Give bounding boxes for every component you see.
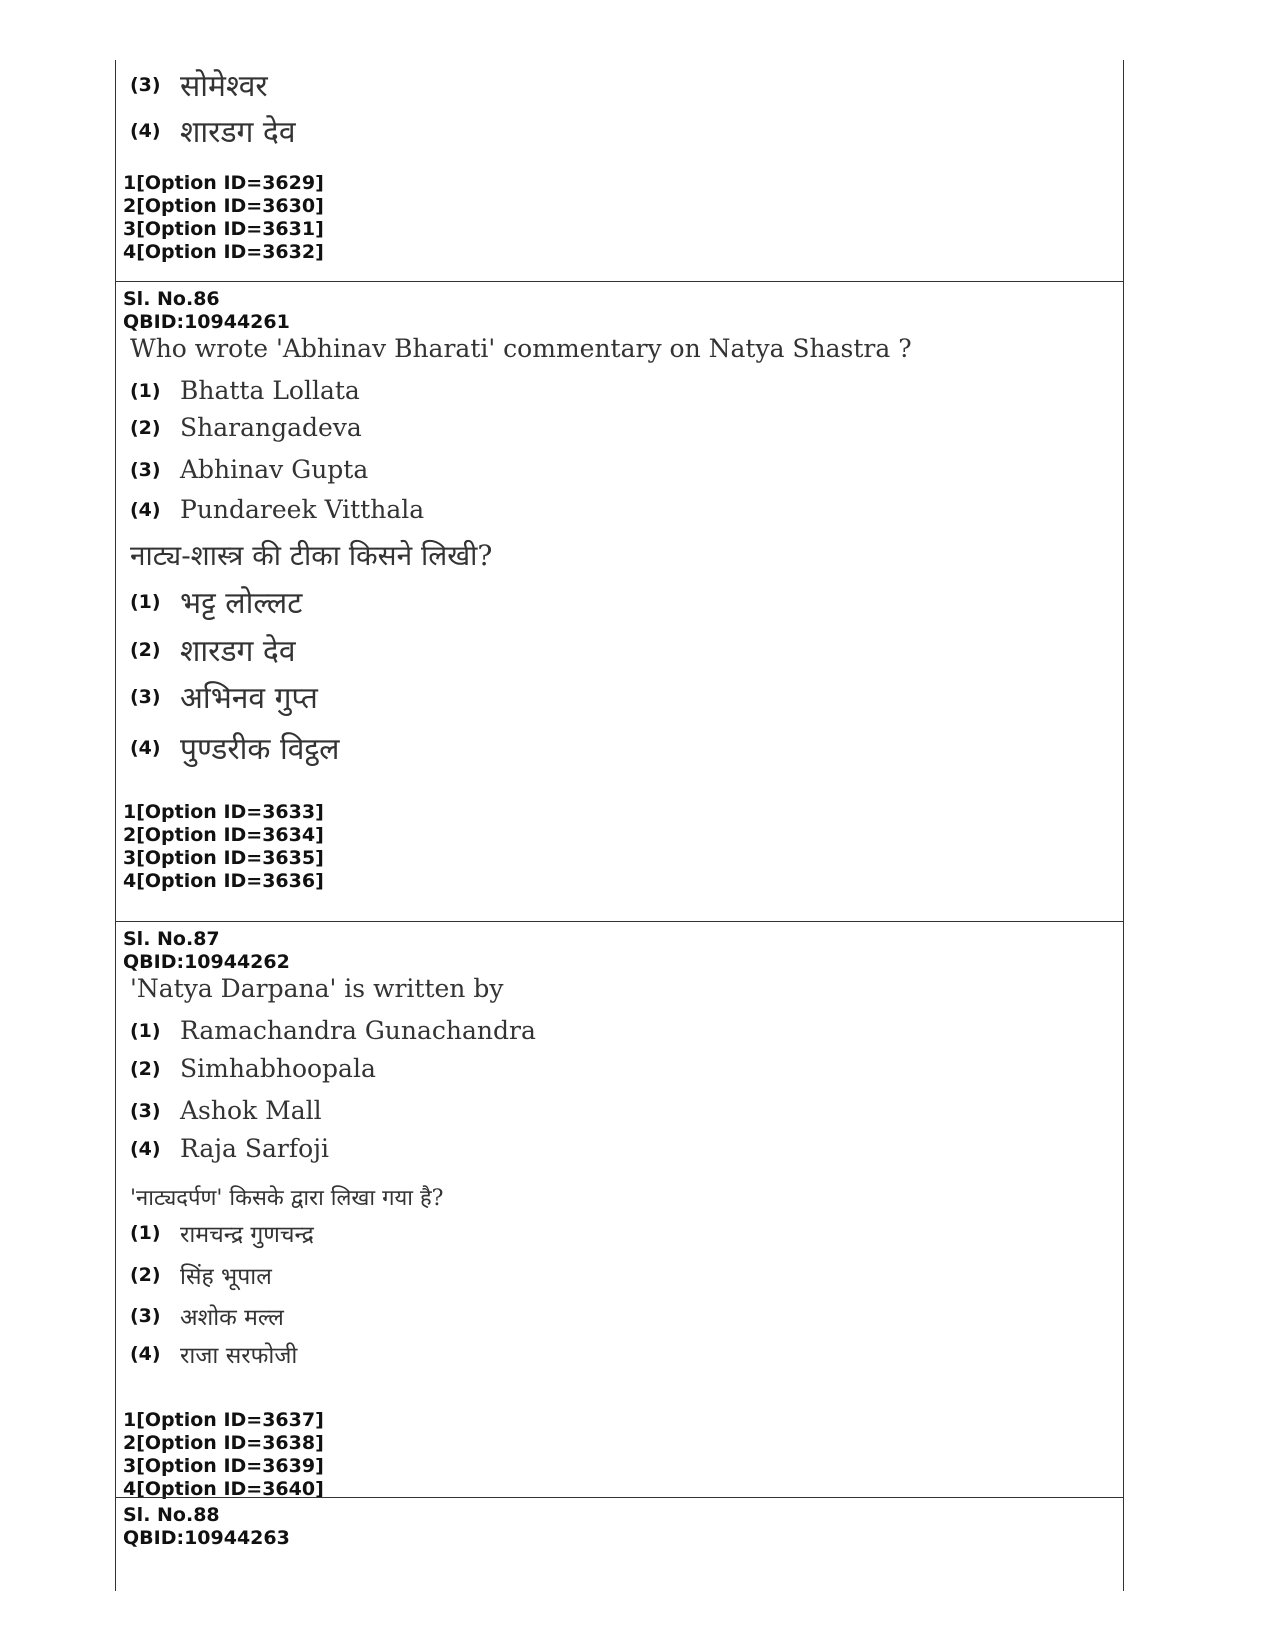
option-en-4 [130,1134,329,1163]
option-text: अभिनव गुप्त [180,681,318,716]
option-en-3 [130,1096,322,1125]
option-hi-3 [130,676,318,717]
option-number: (2) [130,638,161,661]
option-ids [123,1409,324,1501]
section-divider [116,281,1123,282]
option-en-2 [130,413,362,442]
section-divider [116,1497,1123,1498]
option-id: 3[Option ID=3639] [123,1455,324,1477]
option-ids [123,172,324,264]
option-number: (2) [130,416,161,439]
option-hi-2 [130,1259,272,1291]
option-en-4 [130,495,424,524]
option-ids [123,801,324,893]
option-number: (4) [130,498,161,521]
option-hi-3 [130,1300,284,1332]
option-en-3 [130,455,368,484]
section-divider [116,921,1123,922]
option-hi-1 [130,581,302,622]
option-text: शारडग देव [180,634,296,669]
option-text: Ashok Mall [180,1096,322,1125]
question-meta [123,288,290,334]
option-text: Abhinav Gupta [180,455,369,484]
option-text: सोमेश्वर [180,69,268,104]
option-id: 3[Option ID=3635] [123,847,324,869]
option-text: भट्ट लोल्लट [180,586,303,621]
option-hi-2 [130,629,296,670]
option-hi-4 [130,727,339,768]
option-number: (3) [130,73,161,96]
option-text: रामचन्द्र गुणचन्द्र [180,1222,314,1248]
question-text-hi: नाट्य-शास्त्र की टीका किसने लिखी? [130,539,493,572]
option-en-1 [130,376,360,405]
option-en-2 [130,1054,376,1083]
option-number: (1) [130,1019,161,1042]
serial-number: Sl. No.87 [123,928,220,950]
option-number: (4) [130,1137,161,1160]
question-text-en: Who wrote 'Abhinav Bharati' commentary on Natya Shastra ? [130,334,912,363]
option-number: (3) [130,458,161,481]
option-text: Bhatta Lollata [180,376,360,405]
option-en-1 [130,1016,536,1045]
qbid: QBID:10944263 [123,1527,290,1549]
option-number: (1) [130,1222,161,1244]
serial-number: Sl. No.86 [123,288,220,310]
question-meta [123,928,290,974]
option-number: (4) [130,119,161,142]
option-hi-4 [130,110,296,151]
question-meta [123,1504,290,1550]
option-hi-4 [130,1338,297,1370]
option-id: 2[Option ID=3634] [123,824,324,846]
option-hi-1 [130,1217,314,1249]
option-id: 4[Option ID=3632] [123,241,324,263]
qbid: QBID:10944261 [123,311,290,333]
option-number: (3) [130,1099,161,1122]
question-text-en: 'Natya Darpana' is written by [130,974,504,1003]
option-id: 3[Option ID=3631] [123,218,324,240]
option-number: (3) [130,685,161,708]
option-number: (2) [130,1057,161,1080]
option-text: सिंह भूपाल [180,1264,272,1290]
option-id: 1[Option ID=3629] [123,172,324,194]
option-id: 1[Option ID=3637] [123,1409,324,1431]
option-number: (4) [130,736,161,759]
option-number: (3) [130,1305,161,1327]
option-text: पुण्डरीक विट्ठल [180,732,340,767]
option-text: Ramachandra Gunachandra [180,1016,536,1045]
option-text: Sharangadeva [180,413,362,442]
option-text: Simhabhoopala [180,1054,376,1083]
option-text: शारडग देव [180,115,296,150]
option-hi-3 [130,64,268,105]
option-id: 4[Option ID=3640] [123,1478,324,1500]
option-text: Pundareek Vitthala [180,495,425,524]
option-text: Raja Sarfoji [180,1134,329,1163]
option-id: 2[Option ID=3630] [123,195,324,217]
option-text: राजा सरफोजी [180,1343,298,1369]
question-text-hi: 'नाट्यदर्पण' किसके द्वारा लिखा गया है? [130,1186,444,1211]
option-number: (1) [130,590,161,613]
option-text: अशोक मल्ल [180,1305,284,1331]
option-number: (1) [130,379,161,402]
option-number: (4) [130,1343,161,1365]
serial-number: Sl. No.88 [123,1504,220,1526]
question-paper-frame [115,60,1124,1591]
option-number: (2) [130,1264,161,1286]
qbid: QBID:10944262 [123,951,290,973]
option-id: 1[Option ID=3633] [123,801,324,823]
option-id: 4[Option ID=3636] [123,870,324,892]
option-id: 2[Option ID=3638] [123,1432,324,1454]
